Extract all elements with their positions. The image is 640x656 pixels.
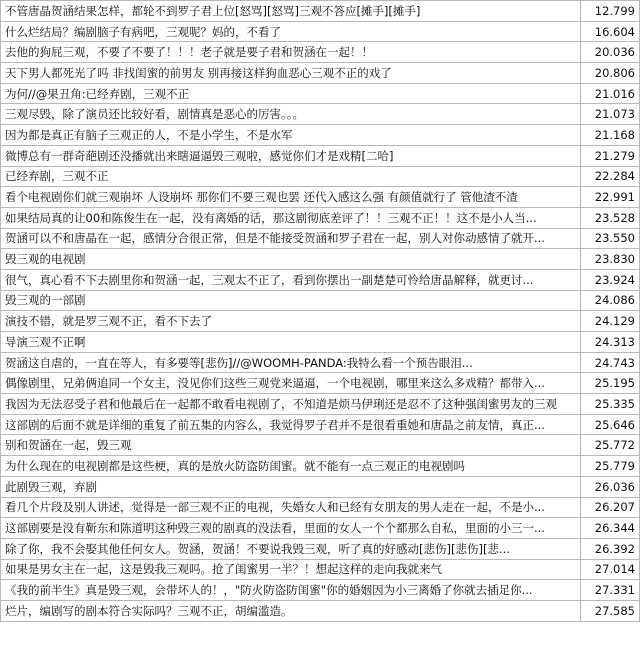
table-row	[1, 559, 640, 580]
table-row	[1, 290, 640, 311]
table-row	[1, 104, 640, 125]
table-row	[1, 187, 640, 208]
comment-time-cell: 24.743	[580, 352, 639, 373]
comment-text-cell: 如果结局真的让00和陈俊生在一起，没有离婚的话，那这剧彻底差评了！！三观不正！！这不是小人当...	[1, 207, 581, 228]
table-row	[1, 249, 640, 270]
comment-time-cell: 16.604	[580, 21, 639, 42]
table-row	[1, 207, 640, 228]
comment-time-cell: 22.991	[580, 187, 639, 208]
table-row	[1, 518, 640, 539]
comment-text-cell: 贺涵这自虐的，一直在等人，有多要等[悲伤]//@WOOMH-PANDA:我特么看一个预告眼泪...	[1, 352, 581, 373]
comment-time-cell: 23.830	[580, 249, 639, 270]
comment-time-cell: 20.806	[580, 63, 639, 84]
comment-text-cell: 这部剧的后面不就是详细的重复了前五集的内容么，我觉得罗子君并不是很看重她和唐晶之前友情，真正...	[1, 414, 581, 435]
table-row	[1, 63, 640, 84]
comment-time-cell: 21.073	[580, 104, 639, 125]
comment-text-cell: 看个电视剧你们就三观崩坏 人设崩坏 那你们不要三观也罢 还代入感这么强 有颜值就行了 管他渣不渣	[1, 187, 581, 208]
table-row	[1, 394, 640, 415]
comments-table-body	[1, 1, 640, 622]
table-row	[1, 332, 640, 353]
comment-time-cell: 24.313	[580, 332, 639, 353]
comment-text-cell: 此剧毁三观，弃剧	[1, 476, 581, 497]
table-row	[1, 42, 640, 63]
comment-text-cell: 这部剧要是没有靳东和陈道明这种毁三观的剧真的没法看，里面的女人一个个都那么自私，里面的小三一...	[1, 518, 581, 539]
comment-time-cell: 23.924	[580, 269, 639, 290]
comment-text-cell: 微博总有一群奇葩剧还没播就出来瞎逼逼毁三观啦，感觉你们才是戏精[二哈]	[1, 145, 581, 166]
table-row	[1, 21, 640, 42]
table-row	[1, 166, 640, 187]
comment-text-cell: 别和贺涵在一起，毁三观	[1, 435, 581, 456]
comment-time-cell: 27.014	[580, 559, 639, 580]
comment-text-cell: 烂片，编剧写的剧本符合实际吗？三观不正，胡编滥造。	[1, 600, 581, 621]
table-row	[1, 373, 640, 394]
table-row	[1, 311, 640, 332]
table-row	[1, 83, 640, 104]
comment-text-cell: 很气，真心看不下去剧里你和贺涵一起，三观太不正了，看到你摆出一副楚楚可怜给唐晶解释，就更讨...	[1, 269, 581, 290]
comment-time-cell: 25.646	[580, 414, 639, 435]
comment-text-cell: 毁三观的电视剧	[1, 249, 581, 270]
comment-text-cell: 不管唐晶贺涵结果怎样，都轮不到罗子君上位[怒骂][怒骂]三观不答应[摊手][摊手]	[1, 1, 581, 22]
table-row	[1, 476, 640, 497]
comment-time-cell: 24.086	[580, 290, 639, 311]
comment-time-cell: 27.331	[580, 580, 639, 601]
comment-text-cell: 为何//@果丑角:已经弃剧，三观不正	[1, 83, 581, 104]
comment-text-cell: 偶像剧里，兄弟俩追同一个女主，没见你们这些三观党来逼逼，一个电视剧，哪里来这么多戏精？都带入...	[1, 373, 581, 394]
table-row	[1, 269, 640, 290]
comment-time-cell: 22.284	[580, 166, 639, 187]
comment-time-cell: 12.799	[580, 1, 639, 22]
comment-text-cell: 因为都是真正有脑子三观正的人，不是小学生，不是水军	[1, 125, 581, 146]
comment-time-cell: 26.036	[580, 476, 639, 497]
comment-text-cell: 毁三观的一部剧	[1, 290, 581, 311]
table-row	[1, 1, 640, 22]
comment-time-cell: 26.392	[580, 538, 639, 559]
comment-time-cell: 25.335	[580, 394, 639, 415]
comment-time-cell: 25.779	[580, 456, 639, 477]
comment-time-cell: 24.129	[580, 311, 639, 332]
comment-text-cell: 如果是男女主在一起，这是毁我三观吗。抢了闺蜜男一半？！想起这样的走向我就来气	[1, 559, 581, 580]
comment-text-cell: 导演三观不正啊	[1, 332, 581, 353]
comment-text-cell: 为什么现在的电视剧都是这些梗，真的是放火防盗防闺蜜。就不能有一点三观正的电视剧吗	[1, 456, 581, 477]
comment-time-cell: 25.195	[580, 373, 639, 394]
table-row	[1, 228, 640, 249]
comment-text-cell: 天下男人都死光了吗 非找闺蜜的前男友 别再接这样狗血恶心三观不正的戏了	[1, 63, 581, 84]
comment-time-cell: 21.279	[580, 145, 639, 166]
table-row	[1, 435, 640, 456]
comment-time-cell: 20.036	[580, 42, 639, 63]
comment-text-cell: 演技不错，就是罗三观不正，看不下去了	[1, 311, 581, 332]
comment-text-cell: 已经弃剧，三观不正	[1, 166, 581, 187]
comment-time-cell: 23.528	[580, 207, 639, 228]
comment-text-cell: 什么烂结局？编剧脑子有病吧，三观呢？妈的，不看了	[1, 21, 581, 42]
comment-time-cell: 26.344	[580, 518, 639, 539]
comment-text-cell: 我因为无法忍受子君和他最后在一起都不敢看电视剧了，不知道是烦马伊琍还是忍不了这种强闺蜜男友的三观	[1, 394, 581, 415]
table-row	[1, 580, 640, 601]
comment-text-cell: 三观尽毁，除了演员还比较好看，剧情真是恶心的厉害。。。	[1, 104, 581, 125]
comment-time-cell: 21.016	[580, 83, 639, 104]
comment-text-cell: 看几个片段及别人讲述，觉得是一部三观不正的电视，失婚女人和已经有女朋友的男人走在一起，不是小...	[1, 497, 581, 518]
table-row	[1, 414, 640, 435]
table-row	[1, 600, 640, 621]
comment-text-cell: 去他的狗屁三观，不要了不要了！！！老子就是要子君和贺涵在一起！！	[1, 42, 581, 63]
table-row	[1, 456, 640, 477]
comment-time-cell: 21.168	[580, 125, 639, 146]
table-row	[1, 538, 640, 559]
comment-text-cell: 《我的前半生》真是毁三观，会带坏人的！，"防火防盗防闺蜜"你的婚姻因为小三离婚了你就去插足你...	[1, 580, 581, 601]
comment-time-cell: 27.585	[580, 600, 639, 621]
table-row	[1, 352, 640, 373]
table-row	[1, 497, 640, 518]
table-row	[1, 125, 640, 146]
comment-time-cell: 25.772	[580, 435, 639, 456]
comment-time-cell: 26.207	[580, 497, 639, 518]
comment-time-cell: 23.550	[580, 228, 639, 249]
comment-text-cell: 除了你，我不会娶其他任何女人。贺涵，贺涵！不要说我毁三观，听了真的好感动[悲伤][悲伤][悲...	[1, 538, 581, 559]
comment-text-cell: 贺涵可以不和唐晶在一起，感情分合很正常，但是不能接受贺涵和罗子君在一起，别人对你动感情了就开...	[1, 228, 581, 249]
table-row	[1, 145, 640, 166]
